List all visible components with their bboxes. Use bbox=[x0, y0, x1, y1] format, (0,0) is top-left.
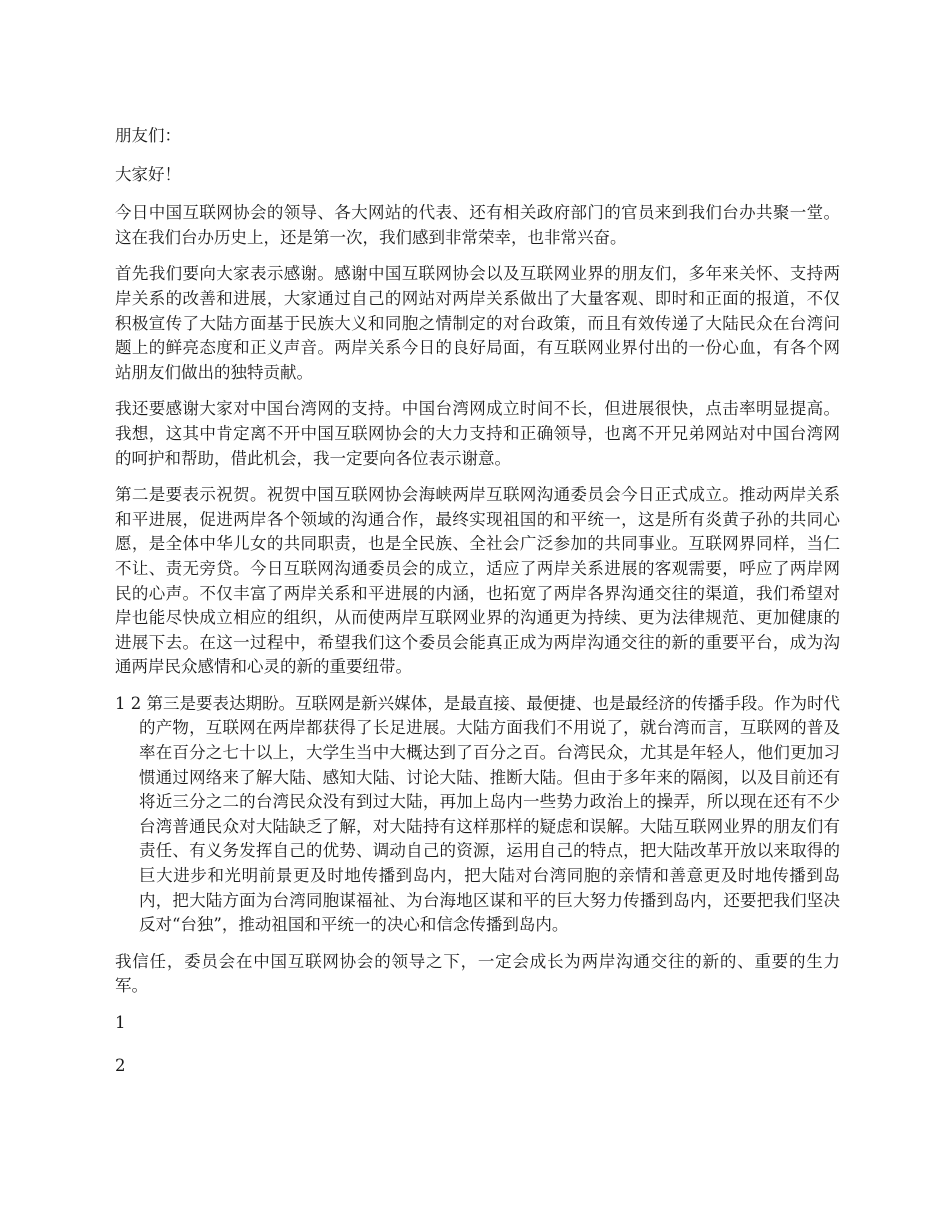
footnote-number-1: 1 bbox=[115, 1013, 126, 1032]
salutation: 朋友们： bbox=[115, 126, 181, 145]
footnote-number-2: 2 bbox=[115, 1055, 126, 1075]
paragraph-thanks: 首先我们要向大家表示感谢。感谢中国互联网协会以及互联网业界的朋友们，多年来关怀、支持两岸关系的改善和进展，大家通过自己的网站对两岸关系做出了大量客观、即时和正面的报道，不仅积极宣传了大陆方面基于民族大义和同胞之情制定的对台政策，而且有效传递了大陆民众在台湾问题上的鲜亮态度和正义声音。两岸关系今日的良好局面，有互联网业界付出的一份心血，有各个网站朋友们做出的独特贡献。 bbox=[115, 264, 840, 382]
paragraph-intro: 今日中国互联网协会的领导、各大网站的代表、还有相关政府部门的官员来到我们台办共聚一堂。这在我们台办历史上，还是第一次，我们感到非常荣幸，也非常兴奋。 bbox=[115, 203, 840, 247]
document-body bbox=[115, 124, 840, 1096]
paragraph-expectations: 1 2 第三是要表达期盼。互联网是新兴媒体，是最直接、最便捷、也是最经济的传播手段。作为时代的产物，互联网在两岸都获得了长足进展。大陆方面我们不用说了，就台湾而言，互联网的普及率在百分之七十以上，大学生当中大概达到了百分之百。台湾民众，尤其是年轻人，他们更加习惯通过网络来了解大陆、感知大陆、讨论大陆、推断大陆。但由于多年来的隔阂，以及目前还有将近三分之二的台湾民众没有到过大陆，再加上岛内一些势力政治上的操弄，所以现在还有不少台湾普通民众对大陆缺乏了解，对大陆持有这样那样的疑虑和误解。大陆互联网业界的朋友们有责任、有义务发挥自己的优势、调动自己的资源，运用自己的特点，把大陆改革开放以来取得的巨大进步和光明前景更及时地传播到岛内，把大陆对台湾同胞的亲情和善意更及时地传播到岛内，把大陆方面为台湾同胞谋福祉、为台海地区谋和平的巨大努力传播到岛内，还要把我们坚决反对“台独”，推动祖国和平统一的决心和信念传播到岛内。 bbox=[115, 693, 840, 935]
paragraph-congratulations: 第二是要表示祝贺。祝贺中国互联网协会海峡两岸互联网沟通委员会今日正式成立。推动两岸关系和平进展，促进两岸各个领域的沟通合作，最终实现祖国的和平统一，这是所有炎黄子孙的共同心愿，是全体中华儿女的共同职责，也是全民族、全社会广泛参加的共同事业。互联网界同样，当仁不让、责无旁贷。今日互联网沟通委员会的成立，适应了两岸关系进展的客观需要，呼应了两岸网民的心声。不仅丰富了两岸关系和平进展的内涵，也拓宽了两岸各界沟通交往的渠道，我们希望对岸也能尽快成立相应的组织，从而使两岸互联网业界的沟通更为持续、更为法律规范、更加健康的进展下去。在这一过程中，希望我们这个委员会能真正成为两岸沟通交往的新的重要平台，成为沟通两岸民众感情和心灵的新的重要纽带。 bbox=[115, 485, 840, 677]
paragraph-closing: 我信任，委员会在中国互联网协会的领导之下，一定会成长为两岸沟通交往的新的、重要的生力军。 bbox=[115, 951, 840, 996]
greeting: 大家好！ bbox=[115, 164, 181, 184]
paragraph-taiwan-net: 我还要感谢大家对中国台湾网的支持。中国台湾网成立时间不长，但进展很快，点击率明显提高。我想，这其中肯定离不开中国互联网协会的大力支持和正确领导，也离不开兄弟网站对中国台湾网的呵护和帮助，借此机会，我一定要向各位表示谢意。 bbox=[115, 399, 840, 468]
